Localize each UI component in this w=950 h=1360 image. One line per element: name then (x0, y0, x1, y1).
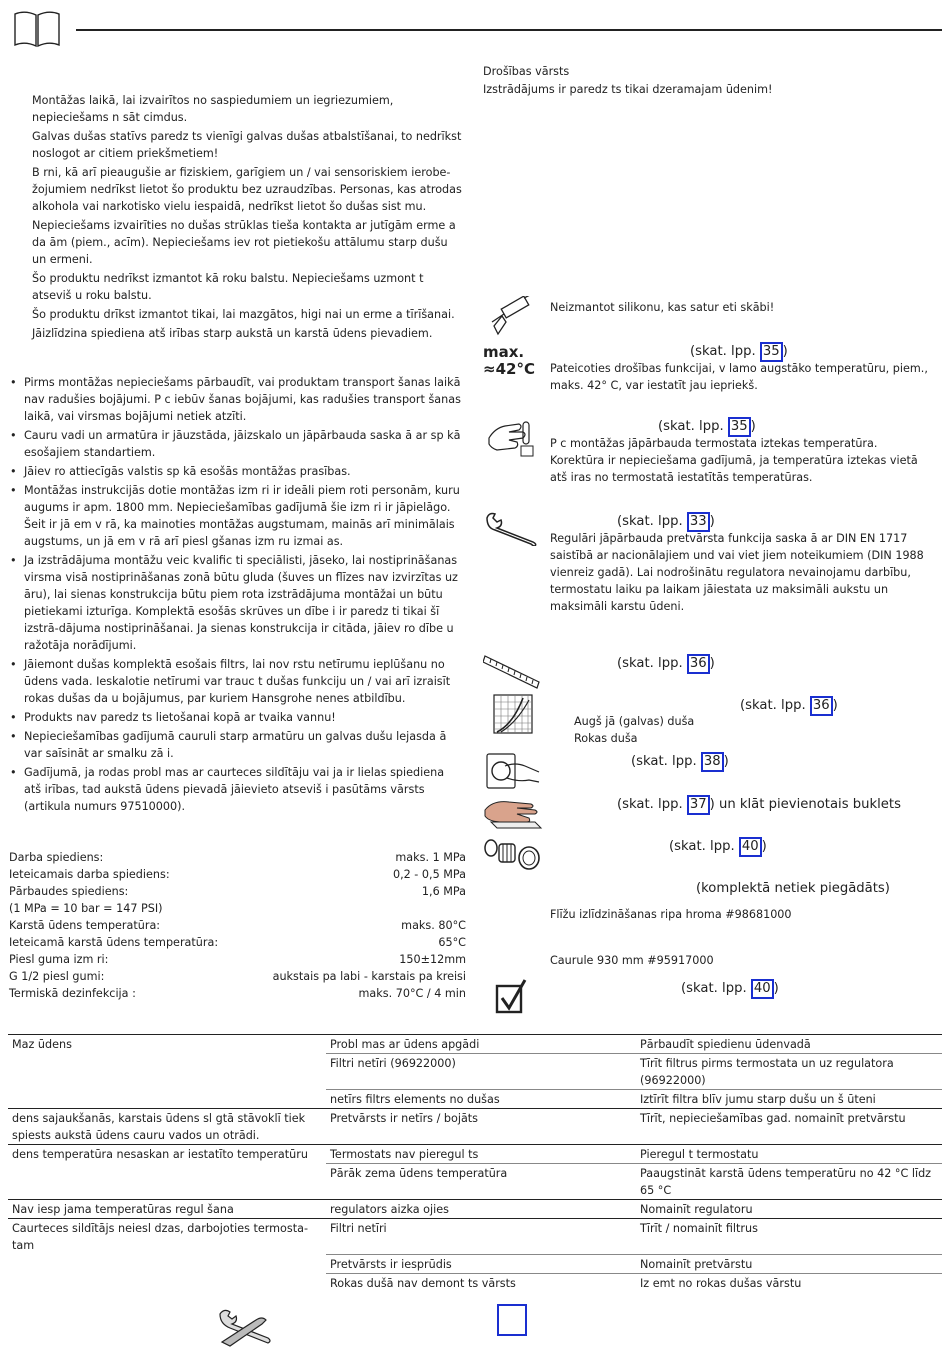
list-item: • Pirms montāžas nepieciešams pārbaudīt, vai produktam transport šanas laikā nav radušies bojājumi. P c iebūv šanas bojājumi, kas radušies transport šanas laikā, vai virsmas bojājumi netiek atzīti. (10, 374, 464, 425)
list-item: • Ja izstrādājuma montāžu veic kvalific ti speciālisti, jāseko, lai nostiprināšanas virsma visā nostiprināšanas zonā būtu gluda (šuves un flīzes nav izvirzītas uz āru), lai sienas konstrukcija būtu piem rota izstrādājuma montāžai un būtu pietiekami izturīga. Komplektā esošās skrūves un dībe i ir paredz ti tikai šī izstrā-dājuma nostiprināšanai. Ja sienas konstrukcija ir citāda, jāiev ro dībe u ražotāja norādījumi. (10, 552, 464, 654)
spec-label: G 1/2 piesl gumi: (9, 970, 105, 983)
page-link[interactable]: 38 (701, 752, 724, 772)
page-reference: (skat. lpp. 38 ) (631, 752, 729, 772)
list-item: • Gadījumā, ja rodas probl mas ar caurteces sildītāju vai ja ir lielas spiediena atš irības, tad aukstā ūdens pievadā jāievieto atseviš i pasūtāms vārsts (artikula numurs 97510000). (10, 764, 464, 815)
table-row (8, 1145, 942, 1164)
backflow-check-text: Regulāri jāpārbauda pretvārsta funkcija saska ā ar DIN EN 1717 saistībā ar nacionālajiem und vai viet jiem noteikumiem (DIN 1988 vienreiz gadā). Lai nodrošinātu regulatora nevainojamu darbību, termostatu laiku pa laikam jāiestata uz maksimāli aukstu un maksimāli karstu ūdeni. (550, 532, 924, 613)
list-item: • Montāžas instrukcijās dotie montāžas izm ri ir ideāli piem roti personām, kuru augums ir apm. 1800 mm. Nepieciešamības gadījumā šie izm ri ir jāpielāgo. Šeit ir jā em v rā, ka mainoties montāžas augstumam, mainās arī minimālais augstums, un jā em v rā arī piesl gšanas izm ru izmai as. (10, 482, 464, 550)
table-cell-remedy: Iztīrīt filtra blīv jumu starp dušu un š ūteni (636, 1090, 942, 1109)
table-row (8, 1109, 942, 1145)
spec-label: Darba spiediens: (9, 851, 104, 864)
table-cell-cause: Rokas dušā nav demont ts vārsts (326, 1273, 636, 1292)
spec-row (9, 866, 466, 883)
table-cell-symptom: dens temperatūra nesaskan ar iestatīto temperatūru (8, 1145, 326, 1164)
page-link[interactable]: 33 (687, 512, 710, 532)
spec-row (9, 900, 466, 917)
installation-notes-list (10, 374, 464, 817)
table-cell-remedy: Nomainīt regulatoru (636, 1200, 942, 1219)
table-cell-cause: regulators aizka ojies (326, 1200, 636, 1219)
table-cell-cause: Pretvārsts ir iesprūdis (326, 1254, 636, 1273)
page-reference: (skat. lpp. 35 ) (658, 417, 756, 437)
troubleshooting-table (8, 1034, 942, 1292)
page-link[interactable]: 36 (687, 654, 710, 674)
table-cell-cause: netīrs filtrs elements no dušas (326, 1090, 636, 1109)
table-cell-remedy: Tīrīt, nepieciešamības gad. nomainīt pretvārstu (636, 1109, 942, 1145)
table-cell-cause: Probl mas ar ūdens apgādi (326, 1035, 636, 1054)
spec-value: aukstais pa labi - karstais pa kreisi (272, 970, 466, 983)
page-reference: (skat. lpp. 40 ) (669, 837, 767, 857)
table-cell-symptom (8, 1254, 326, 1273)
table-cell-symptom (8, 1164, 326, 1200)
wrench-icon (483, 510, 543, 546)
table-row (8, 1254, 942, 1273)
blank-checkbox (497, 1304, 527, 1336)
table-cell-symptom: Caurteces sildītājs neiesl dzas, darbojoties termosta-tam (8, 1219, 326, 1255)
spec-label: Ieteicamais darba spiediens: (9, 868, 170, 881)
spec-label: Piesl guma izm ri: (9, 953, 109, 966)
curve-label: Rokas duša (574, 732, 638, 745)
list-item: • Jāiemont dušas komplektā esošais filtrs, lai nov rstu netīrumu ieplūšanu no ūdens vada. Ieskalotie netīrumi var trauc t dušas funkciju un / vai arī izraisīt rokas dušas da u bojājumus, par kuriem Hansgrohe nenes atbildību. (10, 656, 464, 707)
spec-row (9, 934, 466, 951)
spec-row (9, 951, 466, 968)
table-cell-remedy: Tīrīt / nomainīt filtrus (636, 1219, 942, 1255)
spec-value: maks. 1 MPa (395, 851, 466, 864)
table-cell-symptom: dens sajaukšanās, karstais ūdens sl gtā stāvoklī tiek spiests aukstā ūdens cauru vados un otrādi. (8, 1109, 326, 1145)
accessory-item: Caurule 930 mm #95917000 (550, 954, 714, 967)
page-reference: (skat. lpp. 36 ) (740, 696, 838, 716)
technical-specs (9, 849, 466, 1002)
safety-note: B rni, kā arī pieaugušie ar fiziskiem, garīgiem un / vai sensoriskiem ierobe-žojumiem nedrīkst lietot šo produktu bez uzraudzības. Personas, kas atrodas alkohola vai narkotisko vielu iespaidā, nedrīkst lietot šo dušas sist mu. (32, 166, 462, 213)
table-row (8, 1200, 942, 1219)
list-item: • Produkts nav paredz ts lietošanai kopā ar tvaika vannu! (10, 709, 464, 726)
thermometer-hand-icon (487, 418, 539, 458)
filter-parts-icon (483, 836, 543, 876)
safety-function-text: Pateicoties drošības funkcijai, v lamo augstāko temperatūru, piem., maks. 42° C, var iestatīt jau iepriekš. (550, 362, 928, 392)
page-reference: (skat. lpp. 37 ) un klāt pievienotais buklets (617, 795, 901, 815)
graph-icon (493, 694, 533, 734)
table-row (8, 1035, 942, 1054)
table-cell-cause: Filtri netīri (326, 1219, 636, 1255)
silicone-note: Neizmantot silikonu, kas satur eti skābi! (550, 301, 775, 314)
spec-label: Ieteicamā karstā ūdens temperatūra: (9, 936, 219, 949)
tools-icon (216, 1308, 274, 1348)
drinking-water-note: Izstrādājums ir paredz ts tikai dzeramajam ūdenim! (483, 83, 773, 96)
table-cell-cause: Pretvārsts ir netīrs / bojāts (326, 1109, 636, 1145)
table-cell-symptom: Nav iesp jama temperatūras regul šana (8, 1200, 326, 1219)
spec-value: 1,6 MPa (421, 885, 466, 898)
spec-value: maks. 80°C (401, 919, 466, 932)
page-reference: (skat. lpp. 40 ) (681, 979, 779, 999)
page-reference: (skat. lpp. 36 ) (617, 654, 715, 674)
table-cell-remedy: Iz emt no rokas dušas vārstu (636, 1273, 942, 1292)
temperature-label: ≈42°C (483, 360, 535, 378)
spec-row (9, 849, 466, 866)
safety-note: Montāžas laikā, lai izvairītos no saspiedumiem un iegriezumiem, nepieciešams n sāt cimdus. (32, 94, 394, 124)
spec-label: Pārbaudes spiediens: (9, 885, 129, 898)
table-cell-symptom (8, 1273, 326, 1292)
spec-row (9, 985, 466, 1002)
table-cell-cause: Filtri netīri (96922000) (326, 1054, 636, 1090)
safety-note: Šo produktu drīkst izmantot tikai, lai mazgātos, higi nai un erme a tīrīšanai. (32, 308, 455, 321)
hand-cleaning-icon (483, 796, 543, 830)
table-row (8, 1219, 942, 1255)
table-cell-cause: Pārāk zema ūdens temperatūra (326, 1164, 636, 1200)
accessories-note: (komplektā netiek piegādāts) (696, 881, 890, 896)
page-reference: (skat. lpp. 35 ) (690, 342, 788, 362)
safety-note: Nepieciešams izvairīties no dušas strūklas tieša kontakta ar jutīgām erme a da ām (piem., acīm). Nepieciešams iev rot pietiekošu attālumu starp dušu un ermeni. (32, 219, 456, 266)
spec-row (9, 968, 466, 985)
list-item: • Jāiev ro attiecīgās valstis sp kā esošās montāžas prasības. (10, 463, 464, 480)
header-rule (76, 29, 942, 31)
max-label: max. (483, 343, 525, 361)
page-link[interactable]: 40 (739, 837, 762, 857)
accessory-item: Flīžu izlīdzināšanas ripa hroma #98681000 (550, 908, 792, 921)
spec-label: Termiskā dezinfekcija : (9, 987, 136, 1000)
table-row (8, 1090, 942, 1109)
page-reference: (skat. lpp. 33 ) (617, 512, 715, 532)
table-cell-cause: Termostats nav pieregul ts (326, 1145, 636, 1164)
list-item: • Cauru vadi un armatūra ir jāuzstāda, jāizskalo un jāpārbauda saska ā ar sp kā esošajiem standartiem. (10, 427, 464, 461)
page-link[interactable]: 35 (728, 417, 751, 437)
table-cell-symptom (8, 1090, 326, 1109)
safety-notes (32, 92, 464, 344)
table-cell-remedy: Tīrīt filtrus pirms termostata un uz regulatora (96922000) (636, 1054, 942, 1090)
table-row (8, 1054, 942, 1090)
ruler-icon (483, 652, 541, 690)
curve-label: Augš jā (galvas) duša (574, 715, 695, 728)
spec-label: Karstā ūdens temperatūra: (9, 919, 161, 932)
caulking-gun-icon (488, 296, 540, 338)
spec-label: (1 MPa = 10 bar = 147 PSI) (9, 902, 163, 915)
spec-row (9, 917, 466, 934)
checkbox-icon (495, 978, 527, 1016)
book-icon (13, 10, 61, 48)
spec-value: maks. 70°C / 4 min (358, 987, 466, 1000)
spec-row (9, 883, 466, 900)
table-cell-remedy: Pieregul t termostatu (636, 1145, 942, 1164)
page-link[interactable]: 37 (687, 795, 710, 815)
spec-value: 0,2 - 0,5 MPa (392, 868, 466, 881)
spec-value: 65°C (438, 936, 466, 949)
safety-note: Jāizlīdzina spiediena atš irības starp aukstā un karstā ūdens pievadiem. (32, 327, 433, 340)
page-link[interactable]: 35 (760, 342, 783, 362)
table-row (8, 1273, 942, 1292)
knob-hand-icon (485, 752, 541, 792)
safety-note: Galvas dušas statīvs paredz ts vienīgi galvas dušas atbalstīšanai, to nedrīkst noslogot ar citiem priekšmetiem! (32, 130, 462, 160)
table-cell-symptom: Maz ūdens (8, 1035, 326, 1054)
thermostat-check-text: P c montāžas jāpārbauda termostata iztekas temperatūra. Korektūra ir nepieciešama gadījumā, ja temperatūra iztekas vietā atš iras no termostatā iestatītās temperatūras. (550, 437, 918, 484)
list-item: • Nepieciešamības gadījumā cauruli starp armatūru un galvas dušu lejasda ā var saīsināt ar smalku zā i. (10, 728, 464, 762)
valve-title: Drošības vārsts (483, 65, 570, 78)
page-link[interactable]: 40 (751, 979, 774, 999)
table-row (8, 1164, 942, 1200)
safety-note: Šo produktu nedrīkst izmantot kā roku balstu. Nepieciešams uzmont t atseviš u roku balstu. (32, 272, 424, 302)
table-cell-remedy: Paaugstināt karstā ūdens temperatūru no 42 °C līdz 65 °C (636, 1164, 942, 1200)
table-cell-remedy: Nomainīt pretvārstu (636, 1254, 942, 1273)
page-link[interactable]: 36 (810, 696, 833, 716)
table-cell-symptom (8, 1054, 326, 1090)
table-cell-remedy: Pārbaudīt spiedienu ūdenvadā (636, 1035, 942, 1054)
spec-value: 150±12mm (399, 953, 466, 966)
